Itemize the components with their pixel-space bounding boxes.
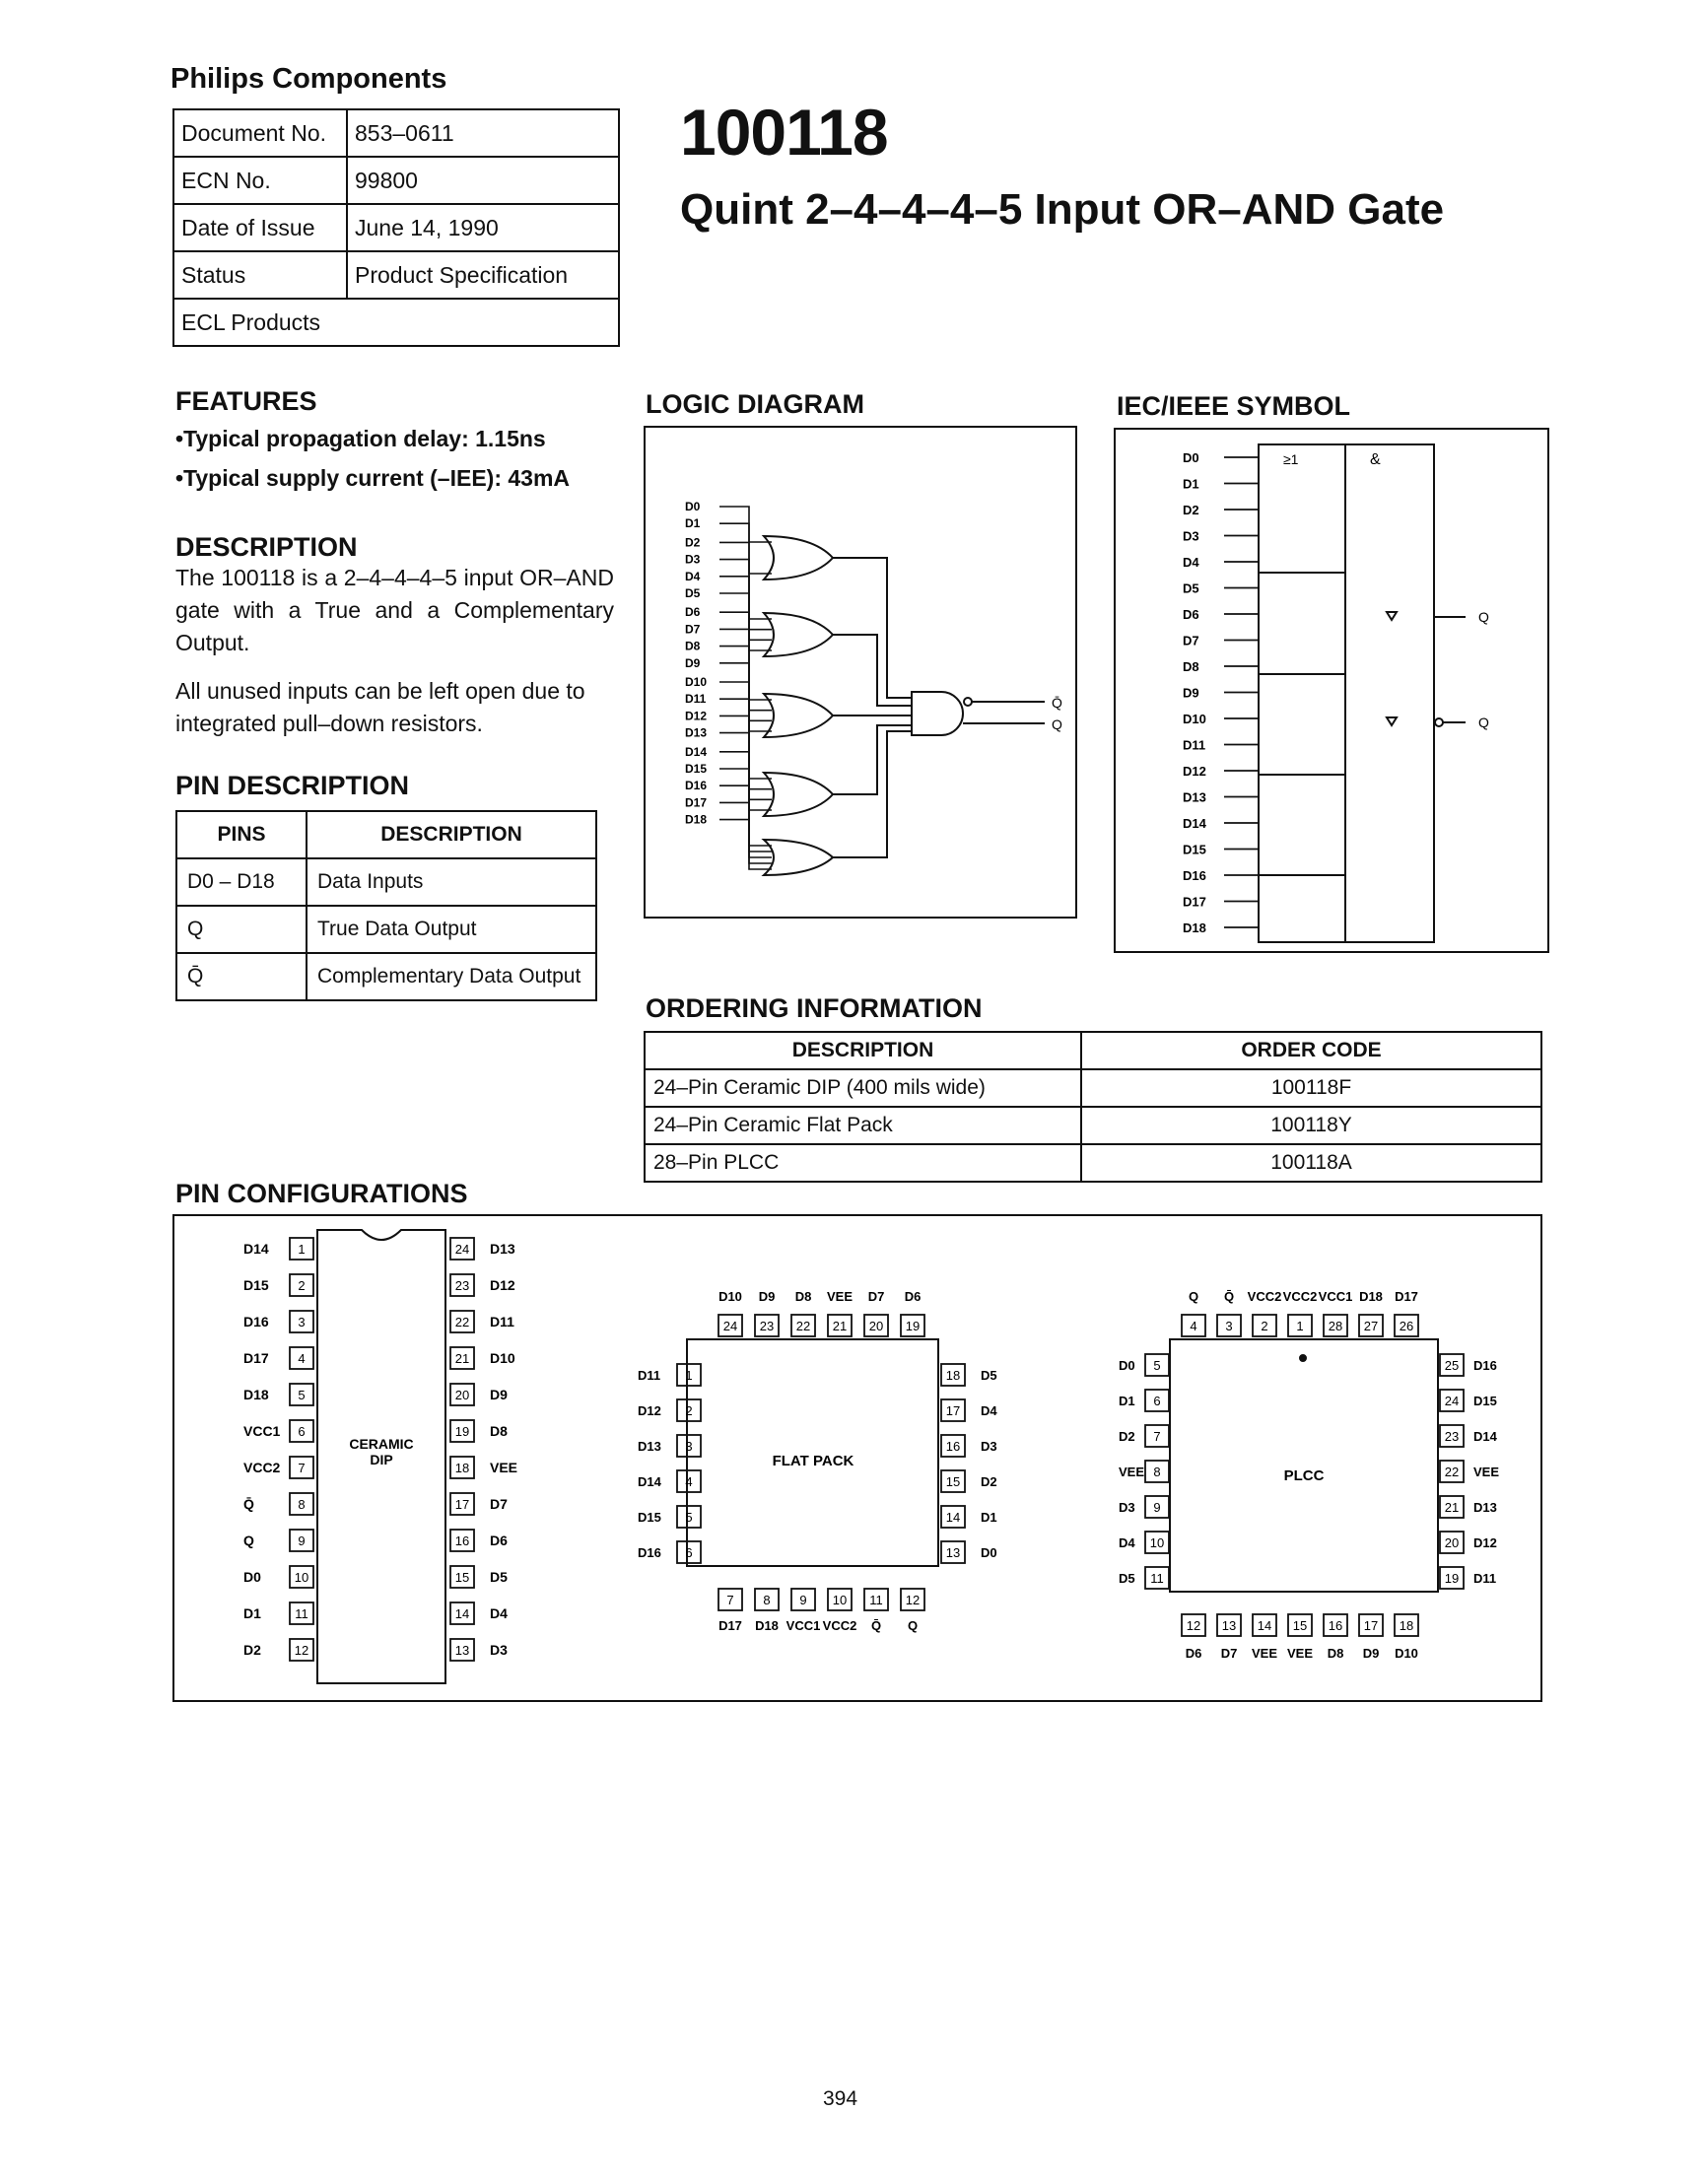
pin-number: 21 [832, 1319, 848, 1333]
iec-input-label: D5 [1183, 580, 1199, 596]
plcc-pin-name: D8 [1327, 1646, 1344, 1661]
dip-pin-name: Q [243, 1533, 254, 1548]
fp-pin-name: D7 [867, 1289, 885, 1304]
dip-pin-name: D0 [243, 1569, 261, 1585]
plcc-pin-name: D4 [1119, 1535, 1135, 1550]
fp-pin-name: D9 [758, 1289, 776, 1304]
description-text: The 100118 is a 2–4–4–4–5 input OR–AND gate with a True and a Complementary Output. [175, 565, 614, 655]
pin-number: 16 [1328, 1618, 1343, 1633]
fp-pin-name: D16 [638, 1545, 661, 1560]
pin-number: 9 [298, 1534, 306, 1548]
doc-row [173, 109, 619, 157]
fp-pin-name: D1 [981, 1510, 997, 1525]
pin-desc: Data Inputs [307, 858, 596, 906]
dip-pin-name: D8 [490, 1423, 508, 1439]
and-block [1345, 444, 1434, 942]
pin-number: 28 [1328, 1319, 1343, 1333]
pin-name: D0 – D18 [176, 858, 307, 906]
pin-number: 8 [298, 1497, 306, 1512]
plcc-pin-name: D7 [1220, 1646, 1238, 1661]
iec-input-label: D13 [1183, 789, 1206, 805]
input-label: D2 [685, 535, 701, 550]
pin-number: 12 [294, 1643, 309, 1658]
fp-pin-name: D14 [638, 1474, 661, 1489]
plcc-pin-name: VCC2 [1247, 1289, 1282, 1304]
order-code: 100118F [1081, 1069, 1541, 1107]
iec-input-label: D2 [1183, 503, 1199, 517]
input-wire [719, 523, 772, 574]
iec-input-label: D1 [1183, 476, 1199, 492]
iec-symbol-svg [1116, 430, 1547, 951]
plcc-pin-name: D0 [1119, 1358, 1135, 1373]
input-wire [719, 820, 772, 869]
pin-number: 6 [298, 1424, 306, 1439]
pin-number: 19 [905, 1319, 921, 1333]
iec-symbol-heading: IEC/IEEE SYMBOL [1117, 391, 1351, 421]
pin-number: 16 [945, 1439, 961, 1454]
pin-number: 4 [1190, 1319, 1197, 1333]
dip-pin-name: D13 [490, 1241, 515, 1257]
pin-number: 21 [1444, 1500, 1460, 1515]
fp-pin-name: D13 [638, 1439, 661, 1454]
input-label: D13 [685, 725, 708, 740]
plcc-pin-name: D11 [1473, 1571, 1497, 1586]
pin-number: 4 [298, 1351, 306, 1366]
fp-pin-name: D12 [638, 1403, 661, 1418]
table-header: DESCRIPTION [307, 811, 596, 858]
fp-pin-name: VEE [826, 1289, 854, 1304]
page-number: 394 [823, 2087, 858, 2110]
iec-input-label: D10 [1183, 712, 1206, 726]
output-label-q: Q [1052, 716, 1062, 732]
input-wire [719, 802, 772, 863]
dip-pin-name: D14 [243, 1241, 269, 1257]
table-row [645, 1144, 1541, 1182]
ordering-heading: ORDERING INFORMATION [646, 993, 983, 1023]
logic-inputs [685, 500, 772, 869]
pin-number: 20 [868, 1319, 884, 1333]
iec-input-label: D15 [1183, 842, 1206, 857]
pin-number: 15 [945, 1474, 961, 1489]
pin-number: 18 [454, 1461, 470, 1475]
fp-pin-name: D17 [718, 1618, 742, 1633]
pin-number: 13 [1221, 1618, 1237, 1633]
fp-pin-name: D0 [981, 1545, 997, 1560]
pin-number: 6 [1153, 1394, 1161, 1408]
plcc-pin-name: VEE [1286, 1646, 1314, 1661]
input-wire [719, 785, 772, 857]
output-label-qbar: Q̄ [1052, 695, 1062, 711]
input-label: D1 [685, 516, 701, 531]
pin-number: 21 [454, 1351, 470, 1366]
pin-number: 11 [1150, 1571, 1164, 1586]
iec-input-label: D17 [1183, 894, 1206, 910]
doc-value: Product Specification [347, 251, 619, 299]
doc-row [173, 299, 619, 346]
doc-label: Document No. [173, 109, 347, 157]
description-text: All unused inputs can be left open due to integrated pull–down resistors. [175, 678, 585, 736]
iec-input-label: D7 [1183, 633, 1199, 648]
pin-description-heading: PIN DESCRIPTION [175, 771, 410, 800]
pin-number: 23 [454, 1278, 470, 1293]
plcc-body [1170, 1339, 1438, 1592]
or-gate [764, 536, 833, 579]
iec-input-label: D12 [1183, 764, 1206, 779]
product-line: ECL Products [173, 299, 619, 346]
or-gate [764, 840, 833, 875]
pin-number: 7 [1153, 1429, 1161, 1444]
pin-name: Q [176, 906, 307, 953]
input-wire [719, 716, 772, 799]
or-gate [764, 613, 833, 656]
table-row [645, 1069, 1541, 1107]
plcc-pin-name: VEE [1119, 1465, 1145, 1479]
pin-number: 10 [832, 1593, 848, 1607]
pin-number: 26 [1399, 1319, 1414, 1333]
plcc-pin-name: D2 [1119, 1429, 1135, 1444]
dip-pin-name: D4 [490, 1605, 508, 1621]
pin-description-table [175, 810, 597, 1001]
plcc-pin-name: D1 [1119, 1394, 1135, 1408]
or-gate [764, 694, 833, 737]
fp-pin-name: Q̄ [870, 1618, 882, 1633]
dip-pin-name: D1 [243, 1605, 261, 1621]
order-desc: 24–Pin Ceramic Flat Pack [645, 1107, 1081, 1144]
iec-inputs [1183, 450, 1259, 935]
pin-number: 22 [795, 1319, 811, 1333]
pin-number: 11 [869, 1593, 883, 1607]
pin-number: 13 [945, 1545, 961, 1560]
input-wire [719, 682, 772, 779]
table-header: ORDER CODE [1081, 1032, 1541, 1069]
dip-pin-name: D7 [490, 1496, 508, 1512]
pin-number: 23 [1444, 1429, 1460, 1444]
fp-pin-name: D4 [981, 1403, 997, 1418]
fp-pin-name: D18 [755, 1618, 779, 1633]
pin-number: 3 [298, 1315, 306, 1329]
plcc-pin-name: D5 [1119, 1571, 1135, 1586]
plcc-pin-name: Q [1188, 1289, 1199, 1304]
ordering-table [644, 1031, 1542, 1183]
pin-number: 1 [1296, 1319, 1304, 1333]
dip-pin-name: D16 [243, 1314, 269, 1329]
fp-pin-name: D8 [794, 1289, 812, 1304]
pin-number: 5 [298, 1388, 306, 1402]
dip-pin-name: D15 [243, 1277, 269, 1293]
input-wire [719, 593, 772, 650]
pin-number: 6 [685, 1545, 693, 1560]
pin-number: 10 [1149, 1535, 1165, 1550]
pin-config-svg [174, 1216, 1540, 1700]
plcc-pin-name: D3 [1119, 1500, 1135, 1515]
input-wire [719, 733, 772, 810]
iec-output-label: Q [1478, 715, 1489, 730]
pin-number: 12 [905, 1593, 921, 1607]
and-gate [912, 692, 963, 735]
plcc-pin-name: D14 [1473, 1429, 1497, 1444]
input-label: D9 [685, 655, 701, 670]
table-row [176, 858, 596, 906]
dip-pin-name: D10 [490, 1350, 515, 1366]
logic-diagram-svg [646, 428, 1075, 917]
page-title: Quint 2–4–4–4–5 Input OR–AND Gate [680, 185, 1445, 234]
pin-number: 14 [454, 1606, 470, 1621]
document-info-table [172, 108, 620, 347]
logic-diagram [644, 426, 1077, 919]
pin-number: 24 [1444, 1394, 1460, 1408]
pin-number: 5 [1153, 1358, 1161, 1373]
dip-pin-name: VCC2 [243, 1460, 281, 1475]
plcc-pin-name: D12 [1473, 1535, 1497, 1550]
fp-pin-name: D5 [981, 1368, 997, 1383]
plcc-pin-name: VCC2 [1282, 1289, 1318, 1304]
doc-value: 853–0611 [347, 109, 619, 157]
part-number: 100118 [680, 96, 888, 169]
table-row [176, 906, 596, 953]
description-heading: DESCRIPTION [175, 532, 358, 562]
fp-pin-name: D2 [981, 1474, 997, 1489]
pin-number: 12 [1186, 1618, 1201, 1633]
iec-input-label: D6 [1183, 607, 1199, 622]
pin-number: 8 [763, 1593, 771, 1607]
logic-diagram-heading: LOGIC DIAGRAM [646, 389, 864, 419]
pin-number: 14 [1257, 1618, 1272, 1633]
order-desc: 24–Pin Ceramic DIP (400 mils wide) [645, 1069, 1081, 1107]
fp-pin-name: D15 [638, 1510, 661, 1525]
pin-number: 11 [295, 1606, 308, 1621]
plcc-pin-name: D9 [1362, 1646, 1380, 1661]
iec-output-label: Q [1478, 609, 1489, 625]
dip-pin-name: D9 [490, 1387, 508, 1402]
pin-number: 10 [294, 1570, 309, 1585]
pin-number: 20 [1444, 1535, 1460, 1550]
pin-desc: True Data Output [307, 906, 596, 953]
pin-number: 2 [298, 1278, 306, 1293]
or-label: ≥1 [1283, 451, 1299, 467]
plcc-pin-name: VEE [1473, 1465, 1500, 1479]
dip-pin-name: VCC1 [243, 1423, 281, 1439]
pin-number: 17 [945, 1403, 961, 1418]
iec-input-label: D0 [1183, 450, 1199, 465]
company-name: Philips Components [171, 63, 447, 95]
dip-pin-name: D2 [243, 1642, 261, 1658]
pin-number: 7 [298, 1461, 306, 1475]
pin-name: Q̄ [176, 953, 307, 1000]
fp-pin-name: D6 [904, 1289, 922, 1304]
pin-number: 19 [454, 1424, 470, 1439]
plcc-pin-name: D6 [1185, 1646, 1202, 1661]
pin-number: 4 [685, 1474, 693, 1489]
input-label: D7 [685, 622, 701, 637]
doc-row [173, 157, 619, 204]
iec-symbol [1114, 428, 1549, 953]
feature-item: •Typical propagation delay: 1.15ns [175, 426, 546, 451]
pin-number: 24 [454, 1242, 470, 1257]
pin-number: 22 [454, 1315, 470, 1329]
iec-input-label: D18 [1183, 920, 1206, 935]
or-gate [764, 773, 833, 816]
pin-number: 1 [685, 1368, 693, 1383]
doc-label: Date of Issue [173, 204, 347, 251]
table-header: DESCRIPTION [645, 1032, 1081, 1069]
pin-number: 23 [759, 1319, 775, 1333]
fp-pin-name: D11 [638, 1368, 661, 1383]
plcc-index-dot [1300, 1355, 1306, 1361]
or-block [1259, 444, 1345, 942]
dip-label: CERAMIC DIP [349, 1436, 414, 1467]
iec-input-label: D11 [1183, 737, 1206, 753]
pin-number: 9 [1153, 1500, 1161, 1515]
table-row [645, 1107, 1541, 1144]
input-label: D14 [685, 744, 708, 759]
input-label: D16 [685, 779, 708, 793]
pin-config-heading: PIN CONFIGURATIONS [175, 1179, 468, 1208]
pin-number: 18 [1399, 1618, 1414, 1633]
table-row [176, 953, 596, 1000]
dip-pin-name: D6 [490, 1533, 508, 1548]
pin-number: 17 [454, 1497, 470, 1512]
plcc-pin-name: D17 [1395, 1289, 1418, 1304]
doc-value: 99800 [347, 157, 619, 204]
open-emitter-mark [1387, 717, 1397, 725]
fp-pin-name: D10 [718, 1289, 742, 1304]
plcc-pin-name: D15 [1473, 1394, 1497, 1408]
iec-input-label: D14 [1183, 816, 1206, 831]
dip-pin-name: D18 [243, 1387, 269, 1402]
pin-number: 25 [1444, 1358, 1460, 1373]
input-wire [719, 699, 772, 788]
iec-input-label: D4 [1183, 555, 1199, 570]
dip-pin-name: D3 [490, 1642, 508, 1658]
dip-pin-name: D5 [490, 1569, 508, 1585]
dip-pin-name: Q̄ [243, 1496, 254, 1512]
plcc-pin-name: D16 [1473, 1358, 1497, 1373]
pin-config-panel [172, 1214, 1542, 1702]
table-header: PINS [176, 811, 307, 858]
pin-number: 3 [1225, 1319, 1233, 1333]
iec-input-label: D8 [1183, 659, 1199, 674]
order-desc: 28–Pin PLCC [645, 1144, 1081, 1182]
doc-label: ECN No. [173, 157, 347, 204]
inversion-bubble [964, 698, 972, 706]
pin-number: 22 [1444, 1465, 1460, 1479]
iec-input-label: D9 [1183, 685, 1199, 701]
flatpack-label: FLAT PACK [772, 1453, 854, 1469]
input-label: D12 [685, 709, 708, 723]
input-wire [719, 629, 772, 710]
dip-pin-name: D11 [490, 1314, 514, 1329]
pin-number: 16 [454, 1534, 470, 1548]
pin-number: 15 [1292, 1618, 1308, 1633]
input-label: D17 [685, 795, 708, 810]
order-code: 100118A [1081, 1144, 1541, 1182]
input-label: D4 [685, 569, 701, 583]
pin-number: 5 [685, 1510, 693, 1525]
doc-row [173, 204, 619, 251]
pin-number: 19 [1444, 1571, 1460, 1586]
fp-pin-name: VCC1 [786, 1618, 821, 1633]
pin-number: 14 [945, 1510, 961, 1525]
pin-number: 27 [1363, 1319, 1379, 1333]
input-label: D3 [685, 552, 701, 567]
input-label: D5 [685, 586, 701, 600]
doc-row [173, 251, 619, 299]
input-label: D8 [685, 639, 701, 653]
features-heading: FEATURES [175, 386, 317, 416]
plcc-label: PLCC [1283, 1467, 1325, 1484]
pin-number: 24 [722, 1319, 738, 1333]
pin-number: 1 [298, 1242, 306, 1257]
iec-input-label: D3 [1183, 528, 1199, 544]
input-wire [719, 542, 772, 619]
pin-number: 9 [799, 1593, 807, 1607]
input-label: D6 [685, 605, 701, 620]
open-emitter-mark [1387, 612, 1397, 620]
pin-number: 20 [454, 1388, 470, 1402]
plcc-pin-name: VEE [1251, 1646, 1278, 1661]
input-wire [719, 752, 772, 846]
plcc-pin-name: Q̄ [1223, 1289, 1235, 1304]
input-label: D18 [685, 812, 708, 827]
pin-number: 18 [945, 1368, 961, 1383]
dip-pin-name: D12 [490, 1277, 515, 1293]
feature-item: •Typical supply current (–IEE): 43mA [175, 465, 571, 491]
input-wire [719, 577, 772, 641]
fp-pin-name: VCC2 [822, 1618, 857, 1633]
plcc-pin-name: VCC1 [1318, 1289, 1353, 1304]
dip-pin-name: VEE [490, 1460, 518, 1475]
pin-desc: Complementary Data Output [307, 953, 596, 1000]
pin-number: 3 [685, 1439, 693, 1454]
input-label: D10 [685, 675, 708, 689]
and-label: & [1370, 451, 1381, 468]
order-code: 100118Y [1081, 1107, 1541, 1144]
fp-pin-name: D3 [981, 1439, 997, 1454]
pin-number: 7 [726, 1593, 734, 1607]
doc-label: Status [173, 251, 347, 299]
pin-number: 2 [685, 1403, 693, 1418]
fp-pin-name: Q [907, 1618, 919, 1633]
pin-number: 13 [454, 1643, 470, 1658]
input-label: D15 [685, 762, 708, 776]
pin-number: 17 [1363, 1618, 1379, 1633]
doc-value: June 14, 1990 [347, 204, 619, 251]
iec-input-label: D16 [1183, 868, 1206, 883]
input-label: D0 [685, 500, 701, 513]
dip-pin-name: D17 [243, 1350, 269, 1366]
plcc-pin-name: D13 [1473, 1500, 1497, 1515]
pin-number: 2 [1261, 1319, 1268, 1333]
input-label: D11 [685, 692, 707, 707]
pin-number: 15 [454, 1570, 470, 1585]
plcc-pin-name: D10 [1395, 1646, 1418, 1661]
plcc-pin-name: D18 [1359, 1289, 1383, 1304]
pin-number: 8 [1153, 1465, 1161, 1479]
